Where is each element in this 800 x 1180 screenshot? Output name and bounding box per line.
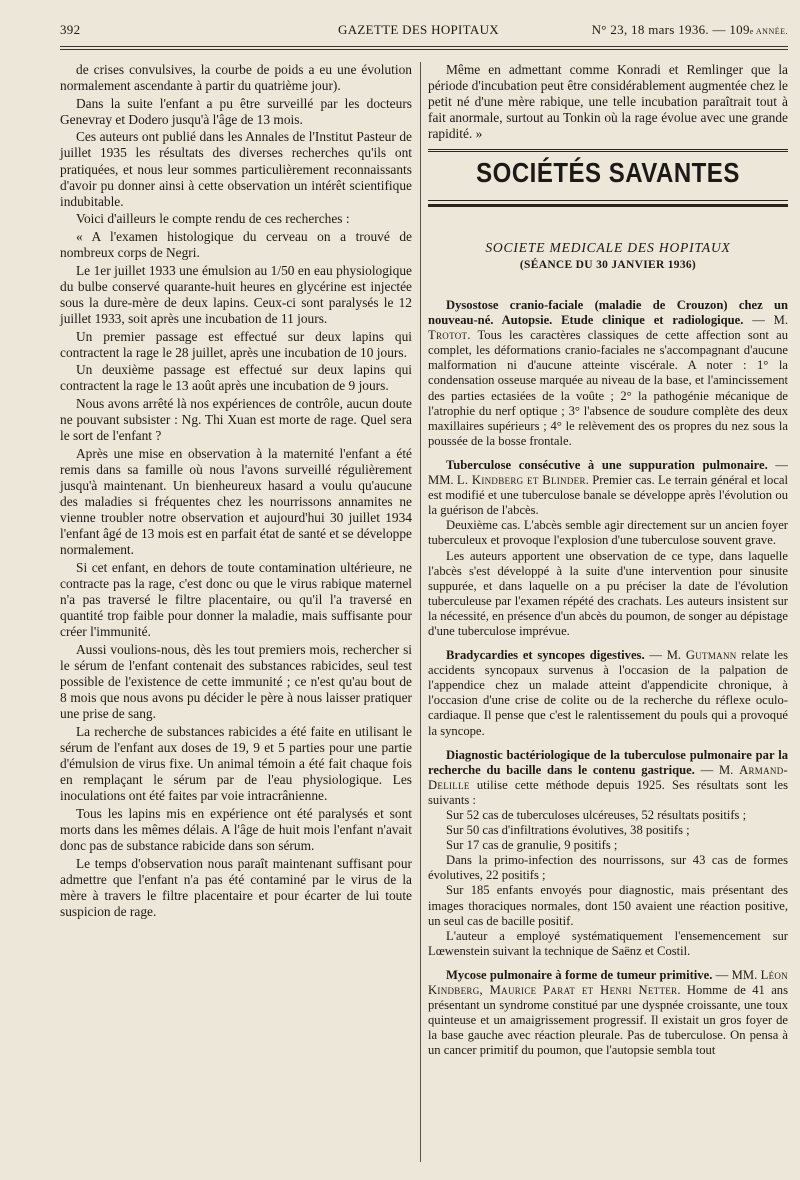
society-entry <box>428 748 788 808</box>
continued-paragraph: Même en admettant comme Konradi et Remlinger que la période d'incubation peut être considérablement augmentée chez le petit né d'une mère rabique, une telle incubation paraîtrait tout à fait anormale, surtout au Tonkin où la rage évolue avec une grande rapidité. » <box>428 62 788 142</box>
seance-date: (SÉANCE DU 30 JANVIER 1936) <box>519 259 697 271</box>
entry-authors: Léon Kindberg, Maurice Parat et Henri Netter <box>428 967 788 998</box>
journal-title: GAZETTE DES HOPITAUX <box>338 22 499 37</box>
entry-body: relate les accidents syncopaux survenus à l'occasion de la palpation de l'appendice chez un malade atteint d'appendicite chronique, à l'occasion d'une crise de colite ou de la recherche du réflexe oculo-cardiaque. Il pense que c'est le ralentissement du pouls qui a provoqué la syncope. <box>428 648 789 738</box>
entry-body: . Premier cas. Le terrain général et local est modifié et une tuberculose banale se développe après l'évolution ou la guérison de l'abcès. <box>428 473 789 518</box>
entry-paragraph: Deuxième cas. L'abcès semble agir directement sur un ancien foyer tuberculeux et provoque l'explosion d'une tuberculose souvent grave. <box>428 518 788 548</box>
entry-heading: Mycose pulmonaire à forme de tumeur primitive. <box>446 967 713 982</box>
entry-author-prefix: — M. <box>694 762 740 777</box>
entry-body: utilise cette méthode depuis 1925. Ses résultats sont les suivants : <box>428 777 788 807</box>
body-paragraph: Un deuxième passage est effectué sur deux lapins qui contractent la rage le 13 août après une incubation de 9 jours. <box>60 362 412 394</box>
entry-author-prefix: — MM. <box>428 457 788 488</box>
society-entry <box>428 298 788 449</box>
society-name: SOCIETE MEDICALE DES HOPITAUX <box>485 240 731 255</box>
entry-paragraph: L'auteur a employé systématiquement l'ensemencement sur Lœwenstein suivant la technique de Saënz et Costil. <box>428 928 788 958</box>
entry-heading: Dysostose cranio-faciale (maladie de Crouzon) chez un nouveau-né. Autopsie. Etude clinique et radiologique. <box>428 298 788 328</box>
body-paragraph: Après une mise en observation à la maternité l'enfant a été remis dans sa famille où nous l'avons surveillé régulièrement jusqu'à maintenant. Un bienheureux hasard a voulu qu'aucune des maladies si fréquentes chez les nourrissons annamites ne vienne troubler notre observation et aujourd'hui 30 juillet 1934 l'enfant âgé de 13 mois est en parfait état de santé et se développe normalement. <box>60 445 412 558</box>
body-paragraph: Dans la suite l'enfant a pu être surveillé par les docteurs Genevray et Dodero jusqu'à l'âge de 13 mois. <box>60 95 412 127</box>
running-header <box>60 22 788 42</box>
body-paragraph: de crises convulsives, la courbe de poids a eu une évolution normalement ascendante à partir du quatrième jour). <box>60 62 412 94</box>
body-paragraph: Nous avons arrêté là nos expériences de contrôle, aucun doute ne pouvant subsister : Ng. Thi Xuan est morte de rage. Quel sera le sort de l'enfant ? <box>60 395 412 444</box>
entry-author-prefix: — MM. <box>712 967 761 982</box>
body-paragraph: Tous les lapins mis en expérience ont été paralysés et sont morts dans les mêmes délais. A l'âge de huit mois l'enfant n'avait donc pas de substance rabicide dans son sérum. <box>60 805 412 853</box>
entry-body: . Tous les caractères classiques de cette affection sont au complet, les déformations cranio-faciales ne s'accompagnant d'aucune malformation ni d'aucune atteinte viscérale. A noter : 1° la condensation osseuse marquée au niveau de la base, et l'amincissement des parties ectasiées de la voûte ; 2° la pathogénie mécanique de l'atrophie du nerf optique ; 3° l'absence de soudure complète des deux maxillaires supérieurs ; 4° le relèvement des os propres du nez sous la poussée de la bosse frontale. <box>428 328 788 448</box>
entry-heading: Diagnostic bactériologique de la tuberculose pulmonaire par la recherche du bacille dans le contenu gastrique. <box>428 747 788 777</box>
entry-paragraph: Les auteurs apportent une observation de ce type, dans laquelle l'abcès s'est développé à la suite d'une intervention pour sinusite suppurée, et dans laquelle on a pu préciser la date de l'évolution tuberculeuse par l'examen répété des crachats. Les auteurs insistent sur la nécessité, en présence d'un abcès du poumon, de songer au dépistage d'une tuberculose imprévue. <box>428 548 788 638</box>
society-entry <box>428 968 788 1059</box>
entry-paragraph: Sur 17 cas de granulie, 9 positifs ; <box>446 838 618 853</box>
body-paragraph: Ces auteurs ont publié dans les Annales de l'Institut Pasteur de juillet 1935 les résultats des diverses recherches qu'ils ont pratiquées, et nous leur sommes particulièrement reconnaissants d'avoir pu donner ainsi à cette observation un intérêt scientifique indubitable. <box>60 129 412 209</box>
body-paragraph: Voici d'ailleurs le compte rendu de ces recherches : <box>76 211 350 227</box>
entry-heading: Tuberculose consécutive à une suppuration pulmonaire. <box>446 457 768 472</box>
entry-paragraph: Sur 50 cas d'infiltrations évolutives, 38 positifs ; <box>446 823 690 838</box>
body-paragraph: La recherche de substances rabicides a été faite en utilisant le sérum de l'enfant aux doses de 19, 9 et 5 parties pour une partie d'émulsion de virus fixe. Un animal témoin a été fait chaque fois en remplaçant le sérum par de l'eau physiologique. Les inoculations ont été faites par voie intracrânienne. <box>60 723 412 804</box>
body-paragraph: Le 1er juillet 1933 une émulsion au 1/50 en eau physiologique du bulbe conservé quarante-huit heures en glycérine est injectée sous la dure-mère de deux lapins. Ceux-ci sont paralysés le 12 juillet 1933, soit après une incubation de 11 jours. <box>60 262 412 326</box>
issue-text: N° 23, 18 mars 1936. — 109 <box>591 22 750 37</box>
section-bottom-rule-thick <box>428 204 788 207</box>
body-paragraph: « A l'examen histologique du cerveau on a trouvé de nombreux corps de Negri. <box>60 228 412 261</box>
entry-author-prefix: — M. <box>743 313 788 328</box>
entry-paragraph: Dans la primo-infection des nourrissons, sur 43 cas de formes évolutives, 22 positifs ; <box>428 853 788 883</box>
issue-info <box>592 22 788 38</box>
body-paragraph: Le temps d'observation nous paraît maintenant suffisant pour admettre que l'enfant n'a pas été contaminé par le virus de la mère à travers le filtre placentaire et pour écarter de lui toute suspicion de rage. <box>60 855 412 919</box>
section-top-rule <box>428 149 788 154</box>
header-rule <box>60 46 788 47</box>
entry-paragraph: Sur 52 cas de tuberculoses ulcéreuses, 52 résultats positifs ; <box>446 808 747 822</box>
entry-heading: Bradycardies et syncopes digestives. <box>446 648 645 663</box>
society-entry <box>428 648 788 739</box>
section-bottom-rule <box>428 200 788 201</box>
right-column-entries <box>428 298 788 1059</box>
body-paragraph: Si cet enfant, en dehors de toute contamination ultérieure, ne contracte pas la rage, c'est donc ou que le virus rabique maternel n'a pas traversé le filtre placentaire, ou qu'il l'a traversé en quantité trop faible pour donner la maladie, mais suffisante pour créer l'immunité. <box>60 559 412 640</box>
column-divider <box>420 62 421 1162</box>
body-paragraph: Aussi voulions-nous, dès les tout premiers mois, rechercher si le sérum de l'enfant contenait des substances rabicides, seul test possible de l'existence de cette immunité ; ce n'est qu'au bout de 8 mois que nous avons pu décider le père à nous laisser pratiquer une prise de sang. <box>60 641 412 722</box>
society-entry <box>428 458 788 518</box>
entry-paragraph: Sur 185 enfants envoyés pour diagnostic, mais présentant des images thoraciques normales, dont 150 avaient une réaction positive, un seul cas de bacille positif. <box>428 883 788 928</box>
section-title: SOCIÉTÉS SAVANTES <box>476 157 740 189</box>
header-rule-secondary <box>60 49 788 50</box>
entry-body: . Homme de 41 ans présentant un syndrome constitué par une dyspnée croissante, une toux quinteuse et un amaigrissement progressif. Il existait un gros foyer de la base gauche avec réaction pleurale. Pas de tuberculose. On pensa à un cancer primitif du poumon, que l'autopsie sembla tout <box>428 983 788 1058</box>
entry-authors: L. Kindberg et Blinder <box>456 473 586 488</box>
body-paragraph: Un premier passage est effectué sur deux lapins qui contractent la rage le 28 juillet, après une incubation de 10 jours. <box>60 328 412 360</box>
page-number: 392 <box>60 22 81 37</box>
entry-authors: Gutmann <box>685 648 737 663</box>
left-column <box>60 62 412 921</box>
right-column-top <box>428 62 788 142</box>
entry-author-prefix: — M. <box>644 648 686 663</box>
issue-year-suffix: e ANNÉE. <box>749 27 788 36</box>
entry-authors: Armand-Delille <box>428 762 789 792</box>
entry-authors: Trotot <box>428 328 468 343</box>
